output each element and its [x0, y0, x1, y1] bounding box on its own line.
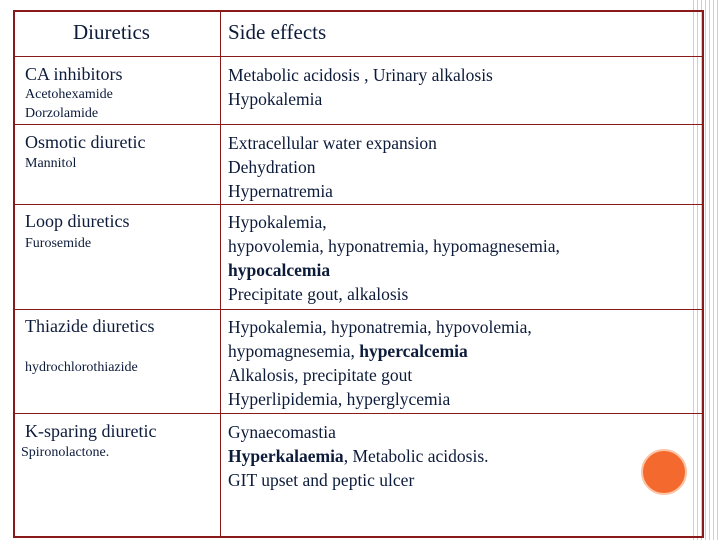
side-effect-text: hypomagnesemia,: [228, 341, 360, 361]
header-diuretics: Diuretics: [73, 20, 150, 44]
side-effects-cell: [228, 420, 489, 492]
class-thiazide-diuretics: Thiazide diuretics: [25, 316, 155, 336]
class-k-sparing-diuretic: K-sparing diuretic: [25, 421, 157, 441]
side-effect-line: [228, 315, 532, 339]
side-effect-line: [228, 468, 489, 492]
side-effect-line: [228, 155, 437, 179]
side-effect-text: Hypokalemia, hyponatremia, hypovolemia,: [228, 317, 532, 337]
row-divider: [15, 413, 702, 414]
side-effects-cell: [228, 210, 560, 306]
side-effect-line: [228, 63, 493, 87]
side-effect-text: Metabolic acidosis , Urinary alkalosis: [228, 65, 493, 85]
drug-name: hydrochlorothiazide: [25, 360, 138, 375]
drug-name: Mannitol: [25, 156, 77, 171]
class-ca-inhibitors: CA inhibitors: [25, 64, 123, 84]
side-effect-line: [228, 282, 560, 306]
side-effect-text: Extracellular water expansion: [228, 133, 437, 153]
decorative-circle: [641, 449, 687, 495]
side-effect-line: [228, 444, 489, 468]
side-effect-line: [228, 210, 560, 234]
row-divider: [15, 309, 702, 310]
side-effects-cell: [228, 63, 493, 111]
side-effect-line: [228, 131, 437, 155]
side-effect-text: Precipitate gout, alkalosis: [228, 284, 409, 304]
drug-name: Dorzolamide: [25, 106, 99, 121]
diuretics-table: [13, 10, 704, 538]
header-side-effects: Side effects: [228, 20, 327, 44]
side-effect-emphasis: hypercalcemia: [359, 341, 468, 361]
side-effect-text: Dehydration: [228, 157, 316, 177]
class-loop-diuretics: Loop diuretics: [25, 211, 130, 231]
side-effect-text: hypovolemia, hyponatremia, hypomagnesemia,: [228, 236, 560, 256]
side-effects-cell: [228, 315, 532, 411]
side-effect-emphasis: hypocalcemia: [228, 260, 331, 280]
class-osmotic-diuretic: Osmotic diuretic: [25, 132, 146, 152]
side-effect-line: [228, 234, 560, 258]
drug-name: Furosemide: [25, 236, 92, 251]
drug-name: Spironolactone.: [21, 445, 110, 460]
side-effect-line: [228, 420, 489, 444]
side-effect-text: GIT upset and peptic ulcer: [228, 470, 415, 490]
row-divider: [15, 204, 702, 205]
side-effect-emphasis: Hyperkalaemia: [228, 446, 344, 466]
side-effect-text: Hyperlipidemia, hyperglycemia: [228, 389, 451, 409]
side-effects-cell: [228, 131, 437, 203]
side-effect-text: Gynaecomastia: [228, 422, 336, 442]
side-effect-text: Hypernatremia: [228, 181, 333, 201]
side-effect-text: Hypokalemia,: [228, 212, 327, 232]
row-divider: [15, 56, 702, 57]
side-effect-line: [228, 387, 532, 411]
side-effect-line: [228, 363, 532, 387]
side-effect-line: [228, 87, 493, 111]
side-effect-line: [228, 339, 532, 363]
side-effect-line: [228, 258, 560, 282]
side-effect-line: [228, 179, 437, 203]
side-effect-text: Alkalosis, precipitate gout: [228, 365, 413, 385]
row-divider: [15, 124, 702, 125]
side-effect-text: Hypokalemia: [228, 89, 323, 109]
side-effect-text: , Metabolic acidosis.: [343, 446, 489, 466]
column-divider: [220, 12, 221, 536]
drug-name: Acetohexamide: [25, 87, 113, 102]
